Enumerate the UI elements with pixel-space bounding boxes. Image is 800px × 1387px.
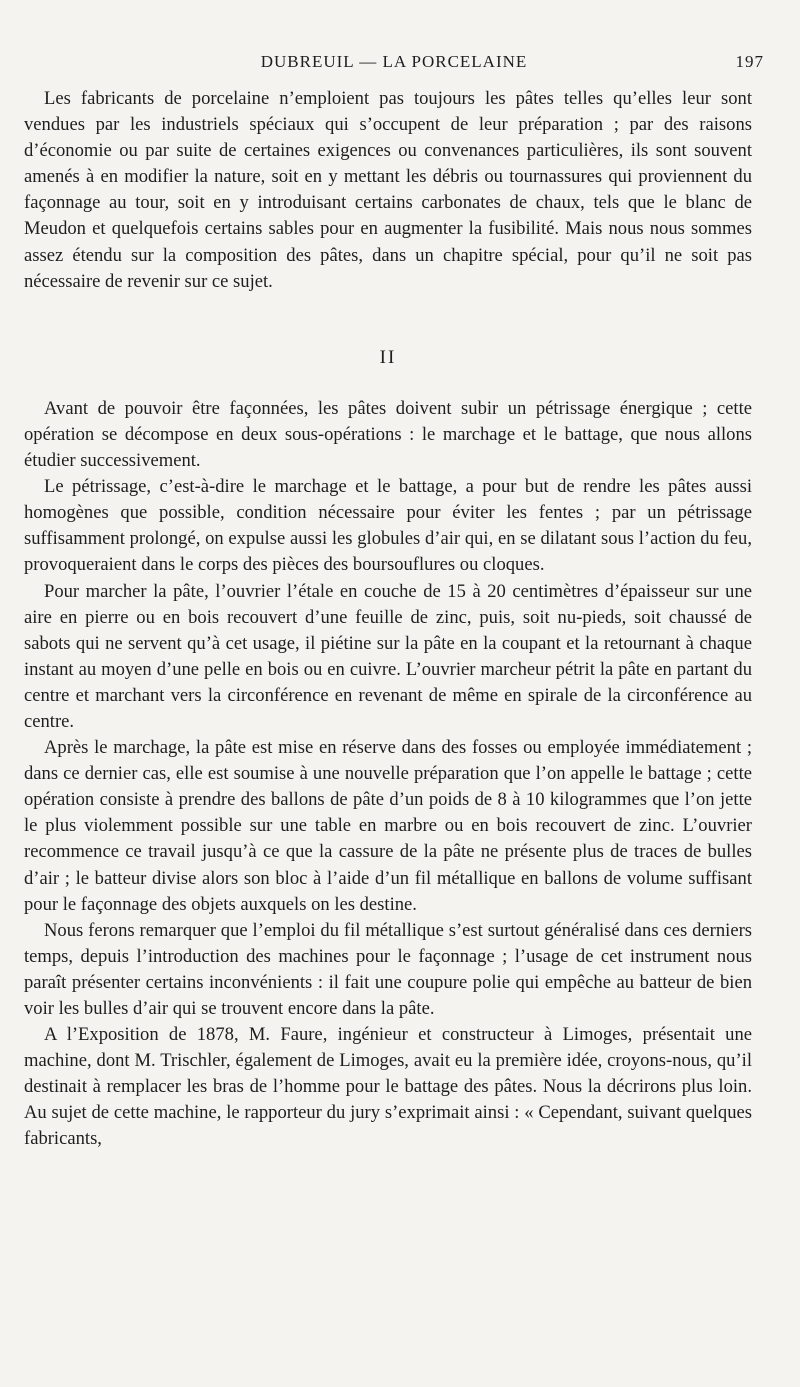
paragraph: Nous ferons remarquer que l’emploi du fil métallique s’est surtout généralisé dans ces derniers temps, depuis l’introduction des machines pour le façonnage ; l’usage de cet instrument nous paraît présenter certains inconvénients : il fait une coupure polie qui empêche au batteur de bien voir les bulles d’air qui se trouvent encore dans la pâte. bbox=[24, 919, 752, 1019]
paragraph: Pour marcher la pâte, l’ouvrier l’étale en couche de 15 à 20 centimètres d’épaisseur sur une aire en pierre ou en bois recouvert d’une feuille de zinc, puis, soit nu-pieds, soit chaussé de sabots qui ne servent qu’à cet usage, il piétine sur la pâte en la coupant et la retournant à chaque instant au moyen d’une pelle en bois ou en cuivre. L’ouvrier marcheur pétrit la pâte en partant du centre et marchant vers la circonférence en revenant de même en spirale de la circonférence au centre. bbox=[24, 580, 752, 732]
paragraph: Les fabricants de porcelaine n’emploient pas toujours les pâtes telles qu’elles leur sont vendues par les industriels spéciaux qui s’occupent de leur préparation ; par des raisons d’économie ou par suite de certaines exigences ou convenances particulières, ils sont souvent amenés à en modifier la nature, soit en y mettant les débris ou tournassures qui proviennent du façonnage au tour, soit en y introduisant certains carbonates de chaux, tels que le blanc de Meudon et quelquefois certains sables pour en augmenter la fusibilité. Mais nous nous sommes assez étendu sur la composition des pâtes, dans un chapitre spécial, pour qu’il ne soit pas nécessaire de revenir sur ce sujet. bbox=[24, 88, 752, 292]
body-text bbox=[24, 86, 752, 1153]
running-title: DUBREUIL — LA PORCELAINE bbox=[260, 52, 528, 71]
running-head bbox=[24, 52, 764, 76]
paragraph: Après le marchage, la pâte est mise en réserve dans des fosses ou employée immédiatement ; dans ce dernier cas, elle est soumise à une nouvelle préparation que l’on appelle le battage ; cette opération consiste à prendre des ballons de pâte d’un poids de 8 à 10 kilogrammes que l’on jette le plus violemment possible sur une table en marbre ou en bois recouvert de zinc. L’ouvrier recommence ce travail jusqu’à ce que la cassure de la pâte ne présente plus de traces de bulles d’air ; le batteur divise alors son bloc à l’aide d’un fil métallique en ballons de volume suffisant pour le façonnage des objets auxquels on les destine. bbox=[24, 737, 752, 915]
paragraph: A l’Exposition de 1878, M. Faure, ingénieur et constructeur à Limoges, présentait une machine, dont M. Trischler, également de Limoges, avait eu la première idée, croyons-nous, qu’il destinait à remplacer les bras de l’homme pour le battage des pâtes. Nous la décrirons plus loin. Au sujet de cette machine, le rapporteur du jury s’exprimait ainsi : « Cependant, suivant quelques fabricants, bbox=[24, 1024, 752, 1150]
section-number: II bbox=[379, 346, 397, 368]
paragraph: Avant de pouvoir être façonnées, les pâtes doivent subir un pétrissage énergique ; cette opération se décompose en deux sous-opérations : le marchage et le battage, que nous allons étudier successivement. bbox=[24, 397, 752, 472]
paragraph: Le pétrissage, c’est-à-dire le marchage et le battage, a pour but de rendre les pâtes aussi homogènes que possible, condition nécessaire pour éviter les fentes ; par un pétrissage suffisamment prolongé, on expulse aussi les globules d’air qui, en se dilatant sous l’action du feu, provoqueraient dans le corps des pièces des boursouflures ou cloques. bbox=[24, 476, 752, 576]
page-number: 197 bbox=[735, 52, 764, 71]
